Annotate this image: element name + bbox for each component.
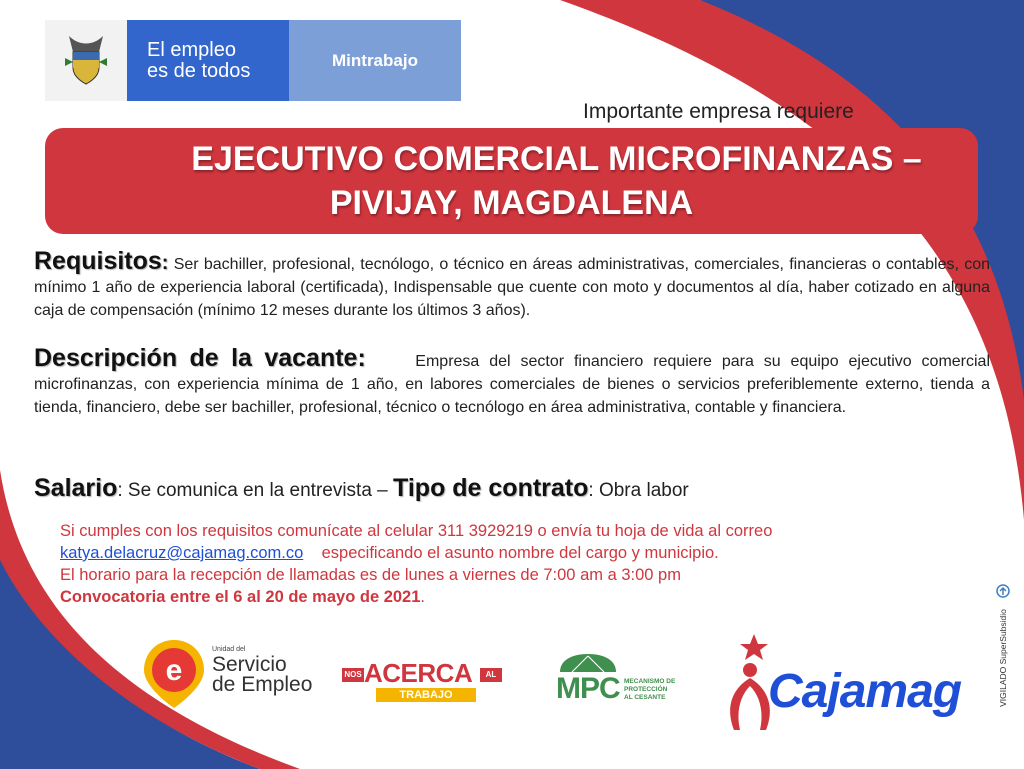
al-tag: AL [480, 668, 502, 682]
descripcion-section [34, 344, 991, 419]
email-link[interactable]: katya.delacruz@cajamag.com.co [60, 544, 304, 562]
empleo-line1: El empleo [147, 38, 236, 61]
intro-text: Importante empresa requiere [583, 100, 854, 123]
contact-line3: El horario para la recepción de llamadas es de lunes a viernes de 7:00 am a 3:00 pm [60, 566, 681, 584]
salario-label: Salario [34, 474, 118, 502]
descripcion-text: Empresa del sector financiero requiere para su equipo ejecutivo comercial microfinanzas, con experiencia mínima de 1 año, en labores comerciales de bienes o servicios preferiblemente externo, tienda a tienda, financiero, debe ser bachiller, profesional, técnico o tecnólogo en área administrativa, contable y financiera. [34, 353, 991, 416]
trabajo-tag: TRABAJO [376, 688, 476, 702]
contrato-label: Tipo de contrato [393, 474, 589, 502]
cajamag-logo [720, 630, 998, 734]
mintrabajo-logo: Mintrabajo [289, 20, 461, 101]
mpc-sub1: MECANISMO DE [624, 678, 676, 685]
salario-section [34, 474, 990, 503]
descripcion-label: Descripción de la vacante: [34, 344, 366, 372]
contrato-colon: : [588, 480, 594, 501]
servicio-line2: de Empleo [212, 673, 313, 696]
convocatoria-text: Convocatoria entre el 6 al 20 de mayo de 2021 [60, 588, 421, 606]
contrato-text: Obra labor [593, 480, 689, 501]
government-logo-banner [45, 20, 461, 101]
job-title-line2: PIVIJAY, MAGDALENA [329, 184, 694, 222]
mpc-text: MPC [556, 672, 620, 705]
coat-of-arms-logo [45, 20, 127, 101]
servicio-small: Unidad del [212, 646, 246, 653]
el-empleo-logo [127, 20, 289, 101]
mpc-logo [556, 652, 686, 714]
job-title-line1: EJECUTIVO COMERCIAL MICROFINANZAS – [191, 140, 922, 178]
requisitos-label: Requisitos [34, 247, 162, 275]
contact-line1: Si cumples con los requisitos comunícate al celular 311 3929219 o envía tu hoja de vida al correo [60, 522, 773, 540]
convocatoria-line [60, 586, 960, 608]
job-title-banner [45, 128, 978, 234]
servicio-line1: Servicio [212, 653, 287, 676]
acerca-text: ACERCA [364, 658, 473, 688]
contact-section [60, 520, 960, 608]
colombia-shield-icon [59, 32, 113, 90]
convocatoria-end: . [420, 588, 426, 606]
mpc-subtitle [624, 678, 675, 702]
vigilado-supersubsidio [996, 600, 1010, 720]
location-pin-e-icon [140, 638, 208, 710]
umbrella-icon [558, 652, 618, 674]
salario-text: Se comunica en la entrevista – [122, 480, 394, 501]
salario-colon: : [117, 480, 123, 501]
vigilado-text: VIGILADO SuperSubsidio [998, 609, 1008, 707]
empleo-line2: es de todos [147, 59, 251, 82]
requisitos-text: Ser bachiller, profesional, tecnólogo, o técnico en áreas administrativas, comerciales, financieras o contables, con mínimo 1 año de experiencia laboral (certificada), Indispensable que cuente con moto y documentos al día, haber cotizado en alguna caja de compensación (mínimo 12 meses durante los últimos 3 años). [34, 256, 990, 319]
requisitos-colon: : [161, 252, 169, 274]
servicio-de-empleo-logo [140, 638, 330, 710]
mpc-sub2: PROTECCIÓN [624, 686, 668, 693]
contact-line2 [60, 542, 960, 564]
requisitos-section [34, 247, 990, 322]
contact-line2-rest: especificando el asunto nombre del cargo y municipio. [303, 544, 719, 562]
mpc-sub3: AL CESANTE [624, 694, 666, 701]
svg-text:e: e [165, 654, 183, 687]
cajamag-text: Cajamag [768, 665, 962, 718]
nos-acerca-al-trabajo-logo [342, 658, 504, 706]
nos-tag: NOS [342, 668, 364, 682]
supersubsidio-icon [996, 584, 1010, 598]
